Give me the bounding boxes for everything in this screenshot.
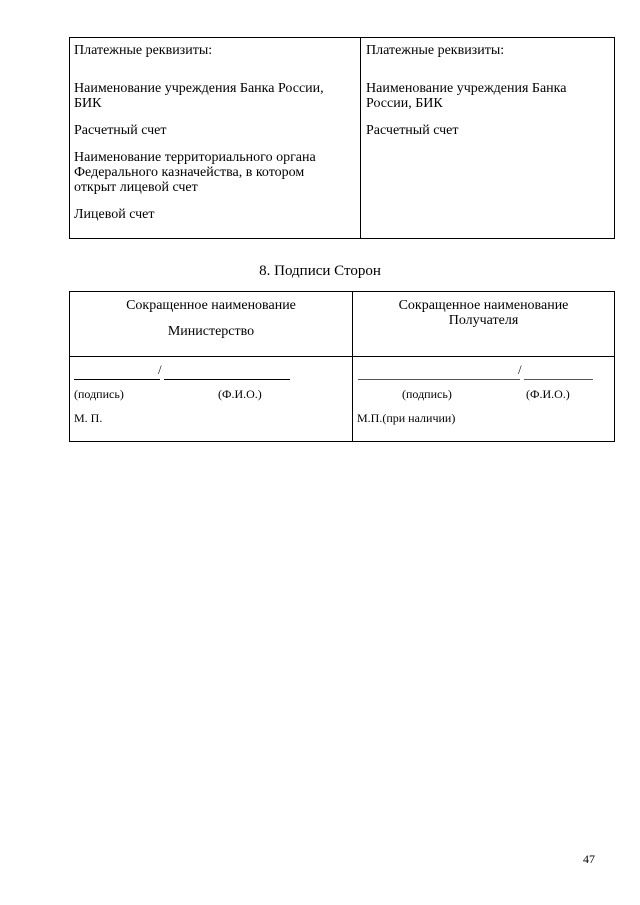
section-title: 8. Подписи Сторон <box>259 263 381 279</box>
payment-details-table <box>69 37 615 239</box>
short-name-label-right: Сокращенное наименование <box>398 298 569 313</box>
signatures-left-header <box>70 292 353 357</box>
territorial-body-line1: Наименование территориального органа <box>74 150 316 165</box>
signature-slash-left: / <box>158 362 162 377</box>
bank-name-right-line1: Наименование учреждения Банка <box>366 81 567 96</box>
signatures-right-sign-cell <box>353 357 615 442</box>
signature-line-left <box>74 369 160 380</box>
signatures-left-sign-cell <box>70 357 353 442</box>
name-line-left <box>164 369 290 380</box>
territorial-body-line3: открыт лицевой счет <box>74 180 198 195</box>
bank-name-left-line1: Наименование учреждения Банка России, <box>74 81 324 96</box>
account-right: Расчетный счет <box>366 123 459 138</box>
signatures-right-header <box>353 292 615 357</box>
signature-block-right <box>353 357 614 441</box>
payment-details-left-cell <box>70 38 361 239</box>
territorial-body-line2: Федерального казначейства, в котором <box>74 165 305 180</box>
party-name-recipient: Получателя <box>448 313 519 328</box>
name-caption-right: (Ф.И.О.) <box>526 387 570 401</box>
bank-name-left-line2: БИК <box>74 96 102 111</box>
bank-name-right <box>366 81 610 111</box>
payment-details-right-cell <box>361 38 615 239</box>
signature-slash-right: / <box>518 362 522 377</box>
payment-heading-left: Платежные реквизиты: <box>74 43 213 58</box>
name-caption-left: (Ф.И.О.) <box>218 387 262 401</box>
seal-right: М.П.(при наличии) <box>357 411 456 425</box>
party-name-ministry: Министерство <box>167 324 255 339</box>
bank-name-right-line2: России, БИК <box>366 96 443 111</box>
signature-caption-right: (подпись) <box>402 387 452 401</box>
personal-account-left: Лицевой счет <box>74 207 155 222</box>
short-name-label-left: Сокращенное наименование <box>126 298 296 313</box>
payment-heading-right: Платежные реквизиты: <box>366 43 505 58</box>
signature-caption-left: (подпись) <box>74 387 124 401</box>
seal-left: М. П. <box>74 411 103 425</box>
signature-block-left <box>70 357 352 441</box>
territorial-body-left <box>74 150 356 195</box>
bank-name-left <box>74 81 356 111</box>
name-line-right <box>524 369 593 380</box>
signatures-table <box>69 291 615 442</box>
account-left: Расчетный счет <box>74 123 167 138</box>
signature-line-right <box>358 369 520 380</box>
page-number: 47 <box>583 852 595 866</box>
